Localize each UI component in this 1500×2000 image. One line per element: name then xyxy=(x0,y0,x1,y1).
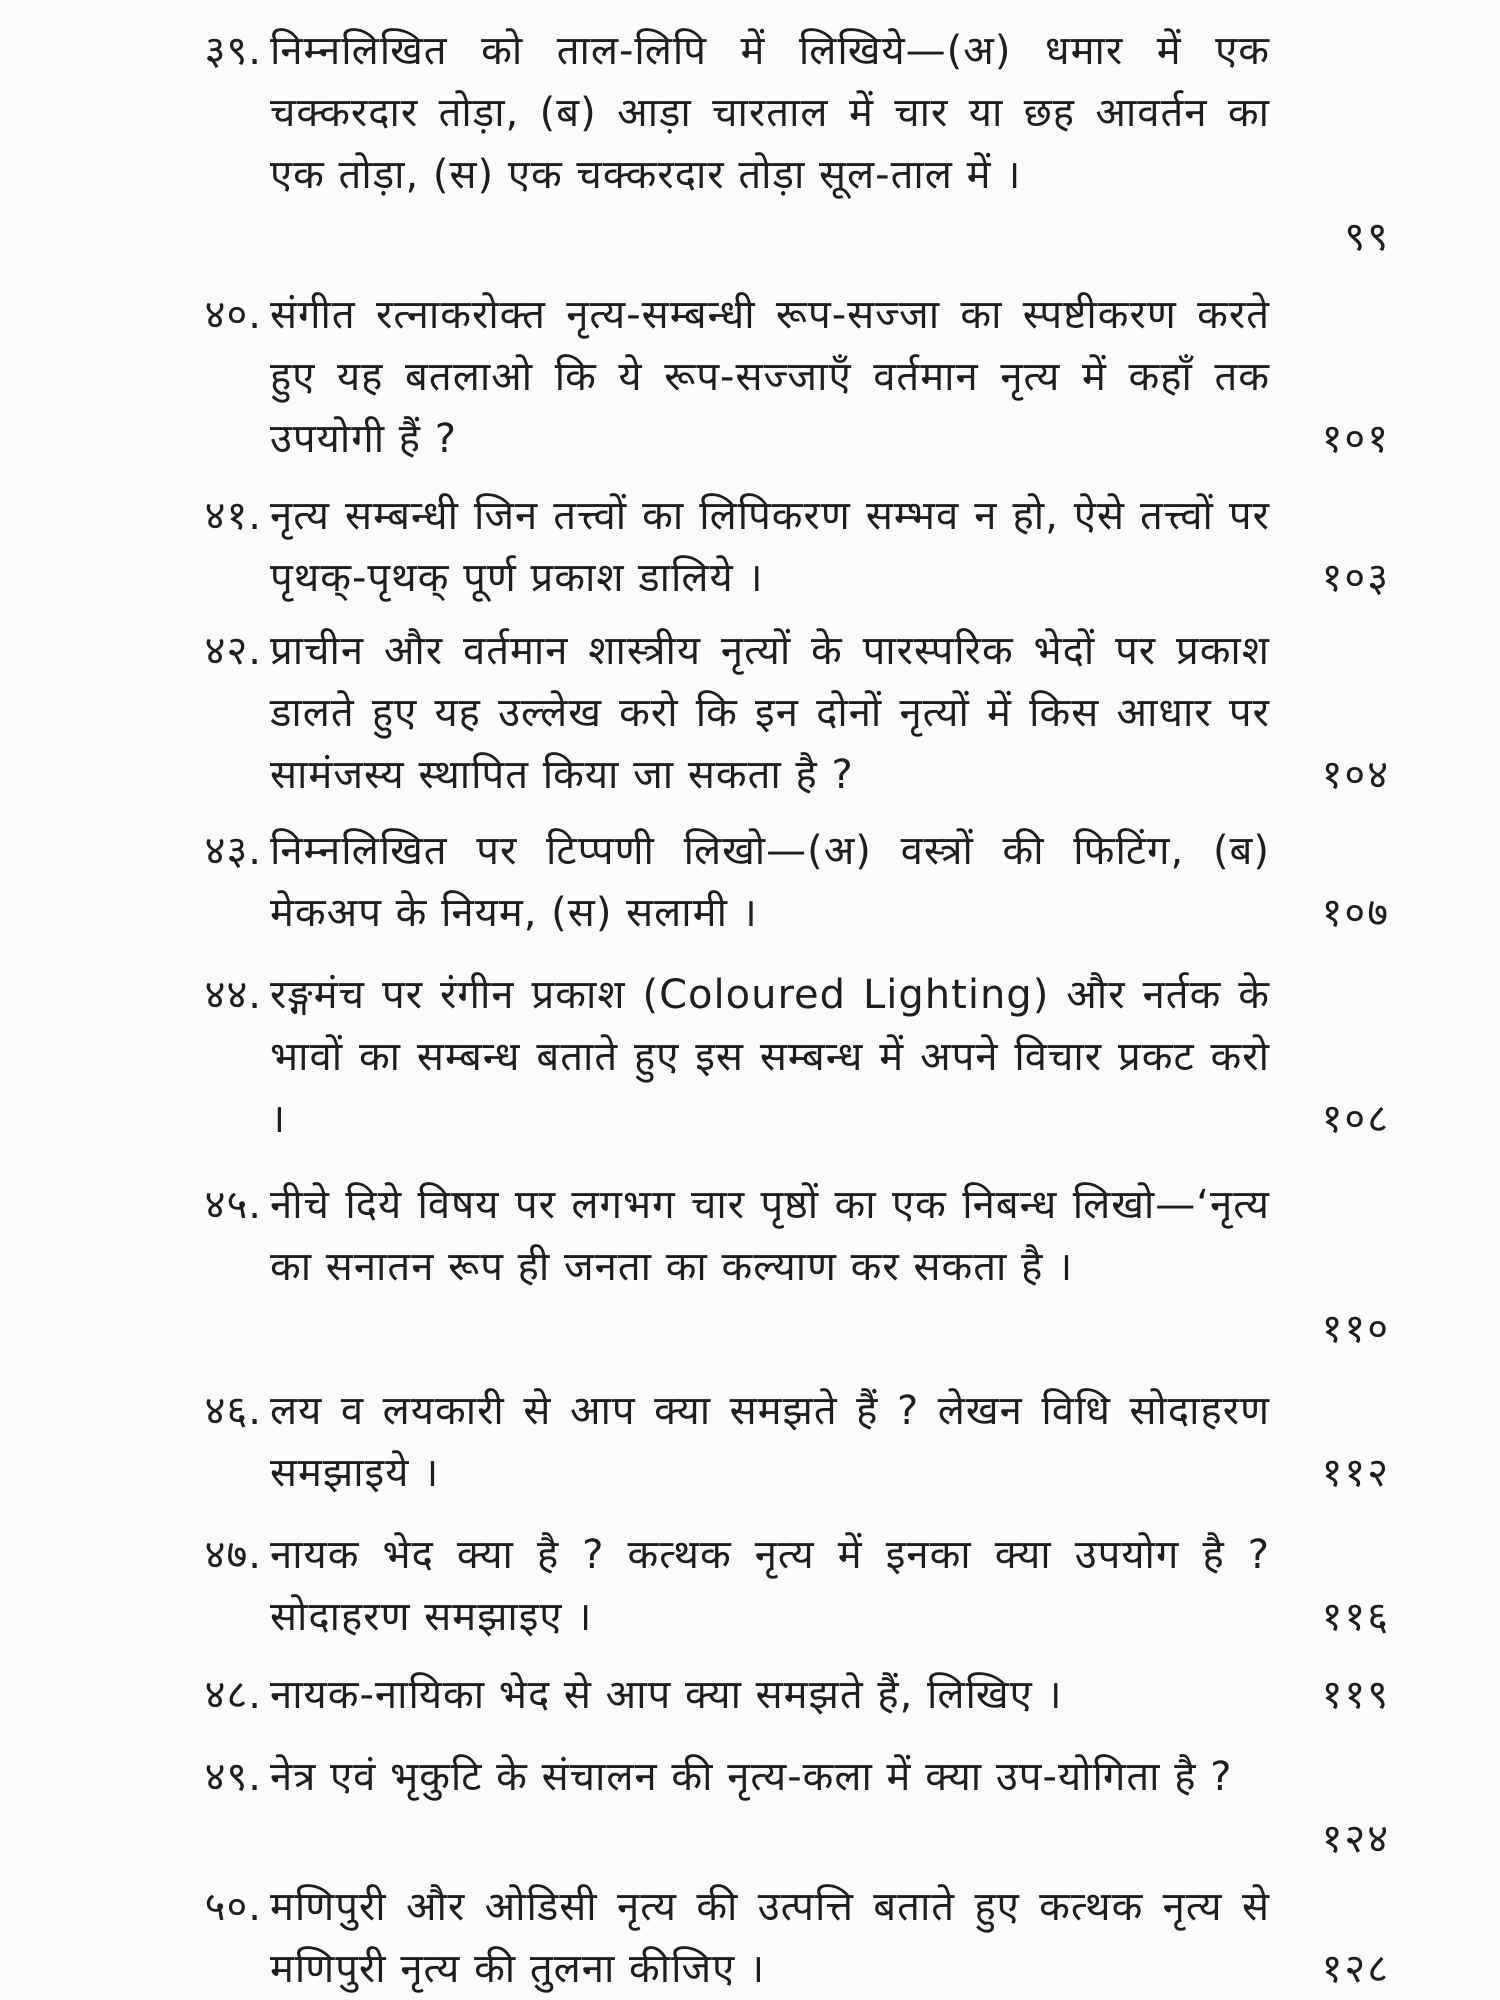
page-number: ११६ xyxy=(1321,1594,1390,1640)
question-entry-44 xyxy=(170,964,1390,1150)
page-number: ११० xyxy=(1321,1306,1390,1352)
question-text: निम्नलिखित को ताल-लिपि में लिखिये—(अ) धमार में एक चक्करदार तोड़ा, (ब) आड़ा चारताल में चार या छह आवर्तन का एक तोड़ा, (स) एक चक्करदार तोड़ा सूल-ताल में । xyxy=(270,28,1270,198)
question-number: ४०. xyxy=(204,292,262,338)
question-number: ४१. xyxy=(204,493,262,539)
question-entry-46 xyxy=(170,1380,1390,1504)
question-entry-39 xyxy=(170,20,1390,268)
page-number: १२८ xyxy=(1321,1946,1390,1992)
question-text: मणिपुरी और ओडिसी नृत्य की उत्पत्ति बताते हुए कत्थक नृत्य से मणिपुरी नृत्य की तुलना कीजिए । xyxy=(270,1884,1270,1992)
question-number: ४७. xyxy=(204,1532,262,1578)
question-number: ५०. xyxy=(204,1884,262,1930)
page-number: १२४ xyxy=(1321,1816,1390,1862)
question-number: ४८. xyxy=(204,1672,262,1718)
question-number: ४३. xyxy=(204,828,262,874)
page-number: ९९ xyxy=(1344,214,1390,260)
question-entry-48 xyxy=(170,1664,1390,1726)
question-entry-47 xyxy=(170,1524,1390,1648)
question-number: ४९. xyxy=(204,1754,262,1800)
page-number: १०७ xyxy=(1321,890,1390,936)
question-entry-41 xyxy=(170,485,1390,609)
page-number: ११२ xyxy=(1321,1450,1390,1496)
question-text: रङ्गमंच पर रंगीन प्रकाश (Coloured Lighting) और नर्तक के भावों का सम्बन्ध बताते हुए इस सम्बन्ध में अपने विचार प्रकट करो । xyxy=(270,972,1270,1142)
question-text: नृत्य सम्बन्धी जिन तत्त्वों का लिपिकरण सम्भव न हो, ऐसे तत्त्वों पर पृथक्-पृथक् पूर्ण प्रकाश डालिये । xyxy=(270,493,1270,601)
question-number: ४५. xyxy=(204,1182,262,1228)
question-number: ३९. xyxy=(204,28,262,74)
page-number: ११९ xyxy=(1321,1672,1390,1718)
question-entry-49 xyxy=(170,1746,1390,1870)
question-entry-50 xyxy=(170,1876,1390,2000)
question-entry-45 xyxy=(170,1174,1390,1360)
question-text: प्राचीन और वर्तमान शास्त्रीय नृत्यों के पारस्परिक भेदों पर प्रकाश डालते हुए यह उल्लेख करो कि इन दोनों नृत्यों में किस आधार पर सामंजस्य स्थापित किया जा सकता है ? xyxy=(270,628,1270,798)
question-text: नायक भेद क्या है ? कत्थक नृत्य में इनका क्या उपयोग है ? सोदाहरण समझाइए । xyxy=(270,1532,1270,1640)
question-number: ४४. xyxy=(204,972,262,1018)
question-text: नीचे दिये विषय पर लगभग चार पृष्ठों का एक निबन्ध लिखो—‘नृत्य का सनातन रूप ही जनता का कल्याण कर सकता है । xyxy=(270,1182,1270,1290)
question-entry-43 xyxy=(170,820,1390,944)
page-number: १०४ xyxy=(1321,752,1390,798)
page-number: १०१ xyxy=(1321,416,1390,462)
question-number: ४६. xyxy=(204,1388,262,1434)
question-entry-40 xyxy=(170,284,1390,470)
question-text: नायक-नायिका भेद से आप क्या समझते हैं, लिखिए । xyxy=(270,1672,1063,1718)
page-number: १०८ xyxy=(1321,1096,1390,1142)
question-entry-42 xyxy=(170,620,1390,806)
page-number: १०३ xyxy=(1321,555,1390,601)
question-text: निम्नलिखित पर टिप्पणी लिखो—(अ) वस्त्रों की फिटिंग, (ब) मेकअप के नियम, (स) सलामी । xyxy=(270,828,1270,936)
question-text: संगीत रत्नाकरोक्त नृत्य-सम्बन्धी रूप-सज्जा का स्पष्टीकरण करते हुए यह बतलाओ कि ये रूप-सज्जाएँ वर्तमान नृत्य में कहाँ तक उपयोगी हैं ? xyxy=(270,292,1270,462)
question-text: लय व लयकारी से आप क्या समझते हैं ? लेखन विधि सोदाहरण समझाइये । xyxy=(270,1388,1270,1496)
question-number: ४२. xyxy=(204,628,262,674)
question-text: नेत्र एवं भृकुटि के संचालन की नृत्य-कला में क्या उप-योगिता है ? xyxy=(270,1754,1233,1800)
